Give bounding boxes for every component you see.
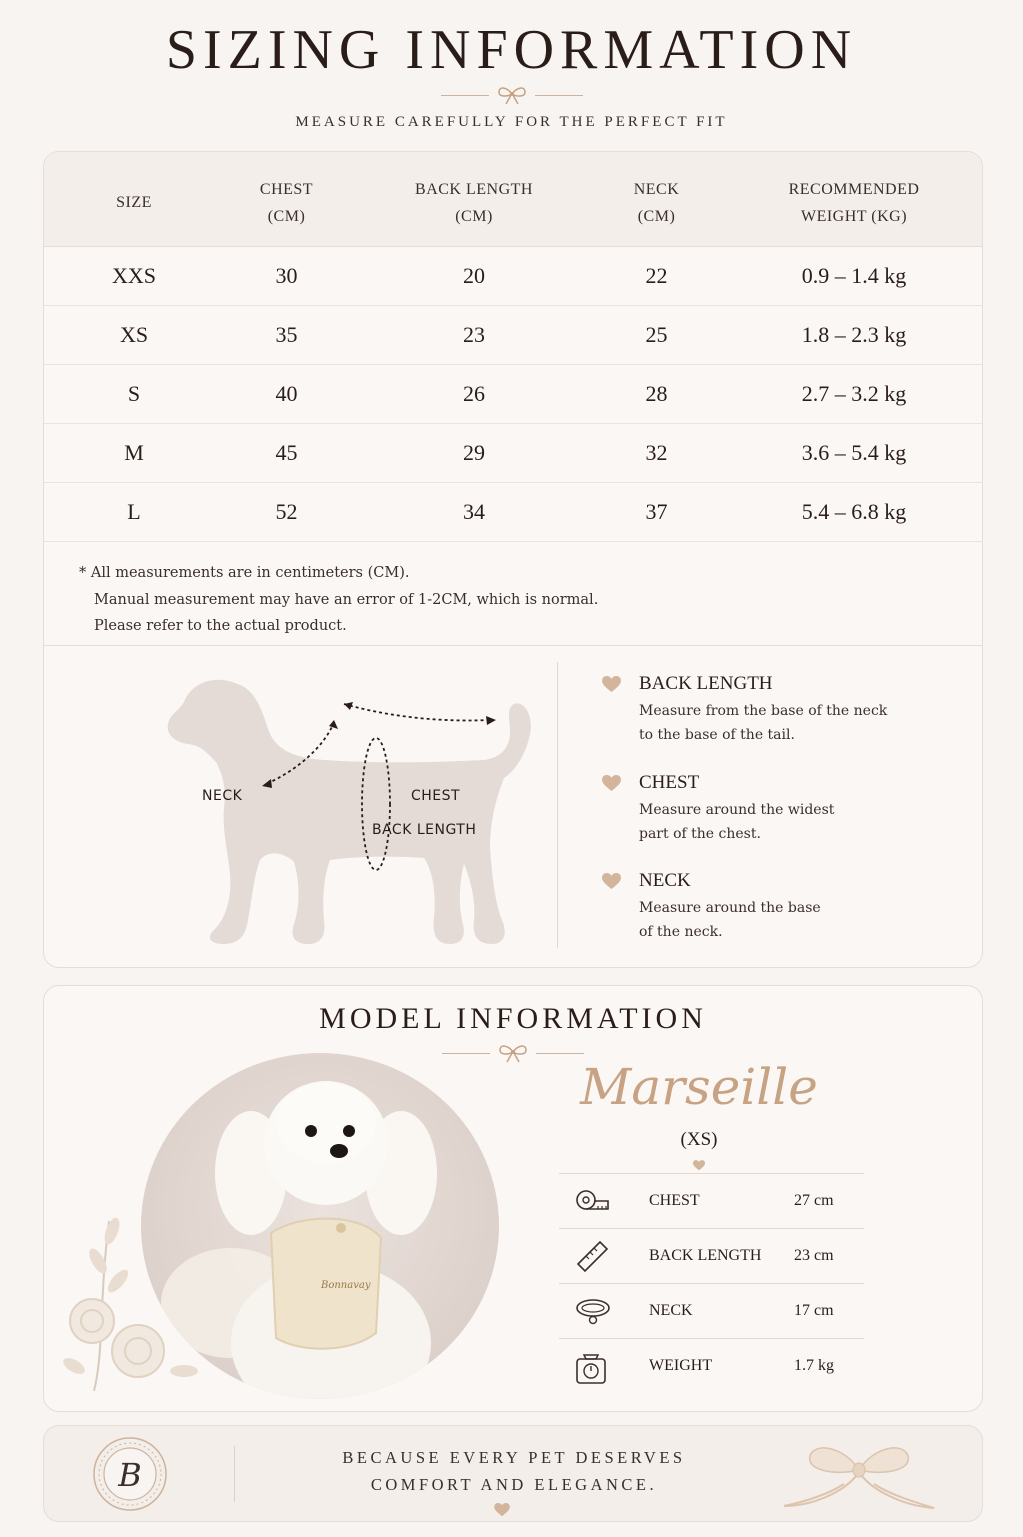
measurement-diagram — [144, 662, 564, 952]
model-row-chest — [559, 1173, 864, 1228]
cell-weight: 5.4 – 6.8 kg — [801, 499, 907, 524]
table-row — [44, 365, 982, 424]
table-row — [44, 483, 982, 542]
cell-weight: 3.6 – 5.4 kg — [801, 440, 907, 465]
brand-logo-icon — [88, 1432, 172, 1516]
model-size: (XS) — [680, 1129, 718, 1150]
model-photo — [141, 1053, 499, 1399]
header-weight: RECOMMENDED WEIGHT (KG) — [788, 181, 920, 225]
bow-icon — [495, 84, 529, 106]
model-row-back-length — [559, 1228, 864, 1283]
logo-letter: B — [118, 1456, 142, 1494]
heart-icon — [602, 676, 621, 693]
dog-photo-icon — [141, 1053, 499, 1399]
footer-tagline-line: COMFORT AND ELEGANCE. — [370, 1475, 658, 1494]
guide-neck — [602, 870, 962, 944]
guide-chest — [602, 772, 962, 846]
footer-banner — [43, 1425, 983, 1522]
model-row-value: 27 cm — [794, 1192, 834, 1209]
cell-neck: 28 — [645, 381, 668, 406]
guide-text: Measure from the base of the neck — [639, 703, 888, 719]
cell-chest: 40 — [275, 381, 298, 406]
cell-back-length: 26 — [463, 381, 485, 406]
ribbon-bow-icon — [774, 1436, 944, 1516]
cell-neck: 32 — [645, 440, 668, 465]
model-row-weight — [559, 1338, 864, 1393]
note-line: Please refer to the actual product. — [94, 618, 347, 634]
heart-icon — [693, 1160, 705, 1171]
harness-brand-text: Bonnavay — [321, 1280, 371, 1291]
table-header — [44, 152, 982, 247]
heart-icon — [602, 775, 621, 792]
header-back-length: BACK LENGTH (CM) — [415, 181, 533, 225]
model-row-label: NECK — [649, 1302, 693, 1319]
model-row-value: 1.7 kg — [794, 1357, 834, 1374]
neck-label: NECK — [202, 788, 243, 804]
header-size: SIZE — [116, 194, 152, 211]
bow-icon — [496, 1042, 530, 1064]
table-row — [44, 306, 982, 365]
chest-label: CHEST — [411, 788, 461, 804]
page-title: SIZING INFORMATION — [165, 19, 858, 81]
model-row-neck — [559, 1283, 864, 1338]
guide-title: NECK — [639, 870, 691, 891]
header-chest: CHEST (CM) — [259, 181, 314, 225]
cell-back-length: 20 — [463, 263, 485, 288]
scale-icon — [574, 1351, 608, 1385]
model-row-label: CHEST — [649, 1192, 700, 1209]
guide-title: BACK LENGTH — [639, 673, 773, 694]
guide-title: CHEST — [639, 772, 700, 793]
cell-size: M — [124, 440, 144, 465]
cell-neck: 25 — [645, 322, 668, 347]
page-subtitle: MEASURE CAREFULLY FOR THE PERFECT FIT — [295, 114, 728, 130]
cell-weight: 1.8 – 2.3 kg — [801, 322, 907, 347]
table-row — [44, 424, 982, 483]
model-title: MODEL INFORMATION — [319, 1002, 707, 1035]
tape-measure-icon — [574, 1186, 612, 1216]
divider — [44, 645, 982, 646]
cell-back-length: 23 — [463, 322, 485, 347]
bow-divider — [44, 1042, 982, 1064]
guide-text: Measure around the base — [639, 900, 821, 916]
model-name: Marseille — [580, 1058, 818, 1116]
model-info-card — [43, 985, 983, 1412]
cell-neck: 22 — [645, 263, 668, 288]
size-chart-card — [43, 151, 983, 968]
guide-back-length — [602, 673, 962, 747]
cell-chest: 30 — [275, 263, 298, 288]
cell-weight: 0.9 – 1.4 kg — [801, 263, 907, 288]
back-length-label: BACK LENGTH — [372, 822, 477, 838]
cell-size: S — [127, 381, 141, 406]
cell-size: XS — [119, 322, 149, 347]
footer-tagline-line: BECAUSE EVERY PET DESERVES — [342, 1448, 686, 1467]
measurement-notes — [79, 560, 939, 640]
bow-divider — [0, 84, 1023, 106]
cell-chest: 52 — [275, 499, 298, 524]
cell-chest: 35 — [275, 322, 298, 347]
model-row-value: 23 cm — [794, 1247, 834, 1264]
note-line: * All measurements are in centimeters (CM). — [79, 565, 410, 581]
cell-back-length: 34 — [463, 499, 485, 524]
cell-size: L — [127, 499, 141, 524]
header-neck: NECK (CM) — [633, 181, 680, 225]
table-row — [44, 247, 982, 306]
model-row-label: WEIGHT — [649, 1357, 713, 1374]
cell-size: XXS — [111, 263, 156, 288]
heart-icon — [494, 1503, 510, 1517]
heart-icon — [602, 873, 621, 890]
guide-text: of the neck. — [639, 924, 723, 940]
vertical-divider — [557, 662, 558, 948]
model-row-label: BACK LENGTH — [649, 1247, 762, 1264]
model-row-value: 17 cm — [794, 1302, 834, 1319]
ruler-icon — [574, 1241, 612, 1273]
cell-weight: 2.7 – 3.2 kg — [801, 381, 907, 406]
cell-chest: 45 — [275, 440, 298, 465]
guide-text: part of the chest. — [639, 826, 761, 842]
guide-text: to the base of the tail. — [639, 727, 795, 743]
dog-silhouette-icon — [144, 662, 564, 952]
cell-back-length: 29 — [463, 440, 485, 465]
collar-icon — [574, 1296, 612, 1326]
guide-text: Measure around the widest — [639, 802, 835, 818]
note-line: Manual measurement may have an error of 1-2CM, which is normal. — [94, 591, 599, 608]
cell-neck: 37 — [645, 499, 668, 524]
